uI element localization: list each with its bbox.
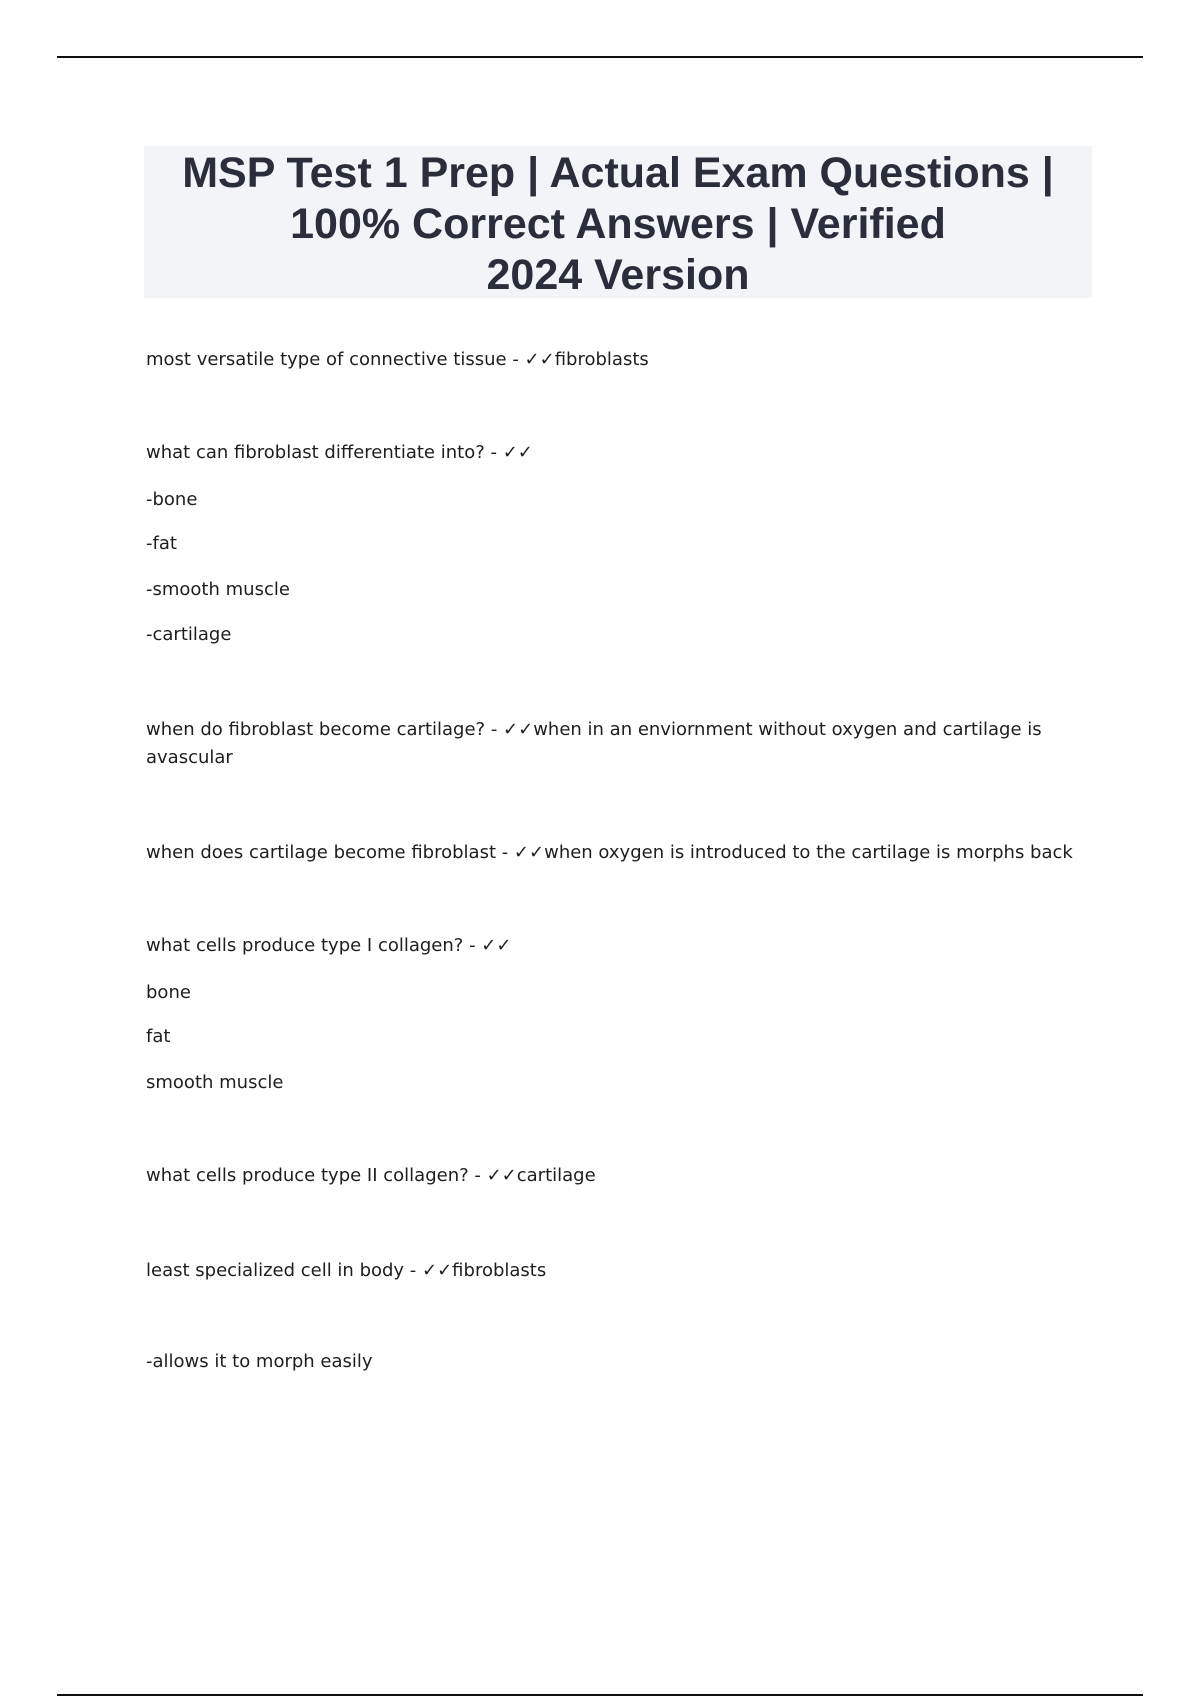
title-line-2: 100% Correct Answers | Verified bbox=[290, 200, 946, 248]
question-least-specialized-cell: least specialized cell in body - ✓✓fibroblasts bbox=[146, 1260, 547, 1281]
question-fibroblast-differentiate: what can fibroblast differentiate into? - ✓✓ bbox=[146, 442, 533, 463]
document-title bbox=[144, 146, 1092, 298]
answer-item-cartilage: -cartilage bbox=[146, 624, 232, 645]
answer-item-smooth-muscle-2: smooth muscle bbox=[146, 1072, 284, 1093]
question-type-ii-collagen: what cells produce type II collagen? - ✓✓cartilage bbox=[146, 1165, 596, 1186]
bottom-divider bbox=[57, 1694, 1143, 1696]
answer-item-bone-2: bone bbox=[146, 982, 191, 1003]
question-type-i-collagen: what cells produce type I collagen? - ✓✓ bbox=[146, 935, 512, 956]
question-fibroblast-to-cartilage: when do fibroblast become cartilage? - ✓✓when in an enviornment without oxygen and cartilage is bbox=[146, 719, 1042, 740]
question-cartilage-to-fibroblast: when does cartilage become fibroblast - ✓✓when oxygen is introduced to the cartilage is morphs back bbox=[146, 842, 1073, 863]
question-fibroblast-to-cartilage-continued: avascular bbox=[146, 747, 233, 768]
answer-item-fat: -fat bbox=[146, 533, 177, 554]
answer-item-smooth-muscle: -smooth muscle bbox=[146, 579, 290, 600]
answer-item-bone: -bone bbox=[146, 489, 198, 510]
note-morph-easily: -allows it to morph easily bbox=[146, 1351, 373, 1372]
question-versatile-tissue: most versatile type of connective tissue - ✓✓fibroblasts bbox=[146, 349, 649, 370]
title-line-1: MSP Test 1 Prep | Actual Exam Questions | bbox=[182, 149, 1054, 197]
answer-item-fat-2: fat bbox=[146, 1026, 171, 1047]
title-line-3: 2024 Version bbox=[486, 251, 750, 299]
top-divider bbox=[57, 56, 1143, 58]
